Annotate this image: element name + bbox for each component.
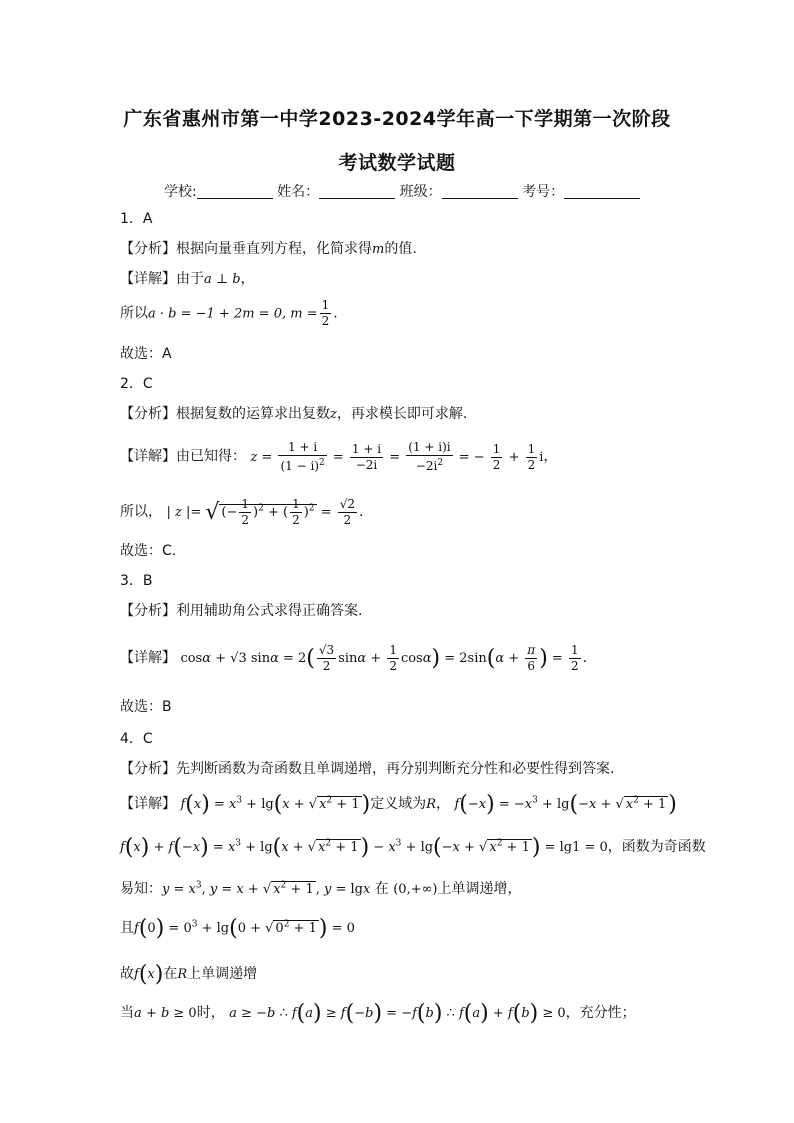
q1-choice: 故选：A	[120, 346, 172, 362]
q3-answer: 3．B	[120, 573, 153, 589]
q3-analysis: 【分析】利用辅助角公式求得正确答案.	[120, 603, 363, 619]
q2-analysis: 【分析】根据复数的运算求出复数z，再求模长即可求解.	[120, 406, 468, 422]
school-blank	[197, 183, 273, 199]
school-label: 学校:	[164, 184, 197, 200]
q2-so: 所以， | z |= √ (− $\frac{1}{2}$ )$^2$ + ( $\frac{1}{2}$ )$^2$ = $\frac{√2}{2}$ .	[120, 497, 364, 527]
q2-choice: 故选：C.	[120, 543, 177, 559]
q1-answer: 1．A	[120, 211, 153, 227]
q4-odd: $f(x) + f(-x) = x^3 + \lg(x$ + √ $x^2 + 1) - x^3 + \lg(-x$ + √ $x^2 + 1) = \lg 1 = 0$，函数为奇函数	[120, 835, 706, 860]
exam-number-label: 考号：	[522, 184, 565, 200]
q4-when: 当a + b ≥ 0时， a ≥ −b ∴ f(a) ≥ f(−b) = −f(b) ∴ f(a) + f(b) ≥ 0，充分性；	[120, 1001, 636, 1026]
q4-so: 故f(x)在R上单调递增	[120, 962, 258, 987]
q4-answer: 4．C	[120, 731, 153, 747]
q1-analysis: 【分析】根据向量垂直列方程，化简求得m的值.	[120, 241, 417, 257]
exam-number-blank	[564, 183, 640, 199]
q1-so: 所以a · b = −1 + 2m = 0, m = $\frac{1}{2}$ .	[120, 298, 338, 328]
q3-choice: 故选：B	[120, 699, 172, 715]
q2-detail: 【详解】由已知得： z = $\frac{1 + i}{(1 - i)^2}$ = $\frac{1 + i}{-2i}$ = $\frac{(1 + i)i}{-2i^2}$ = − $\frac{1}{2}$ + $\frac{1}{2}$ i，	[120, 440, 558, 473]
name-blank	[319, 183, 395, 199]
class-blank	[442, 183, 518, 199]
student-info-row	[164, 181, 640, 201]
q4-and: 且$f(0) = 0^3 + \lg(0$ + √ $0^2 + 1) = 0$	[120, 916, 355, 941]
q4-detail: 【详解】 $f(x) = x^3 + \lg(x$ + √ $x^2 + 1$)定义域为R， $f(-x) = -x^3 + \lg(-x$ + √ $x^2 + 1$)	[120, 792, 677, 817]
q4-analysis: 【分析】先判断函数为奇函数且单调递增，再分别判断充分性和必要性得到答案.	[120, 761, 615, 777]
q2-answer: 2．C	[120, 376, 153, 392]
page-title-line2: 考试数学试题	[338, 152, 456, 174]
q1-detail: 【详解】由于a ⊥ b，	[120, 271, 255, 287]
name-label: 姓名：	[277, 184, 320, 200]
q3-detail: 【详解】 cosα + √3 sinα = 2( $\frac{√3}{2}$ sinα + $\frac{1}{2}$ cosα) = 2sin(α + $\frac{\pi}{6}$ ) = $\frac{1}{2}$ .	[120, 643, 588, 673]
q4-easy: 易知：$y = x^3$, y = x + √ $x^2 + 1$ , y = lgx 在 (0,+∞)上单调递增，	[120, 880, 522, 897]
class-label: 班级：	[399, 184, 442, 200]
page-title-line1: 广东省惠州市第一中学2023-2024学年高一下学期第一次阶段	[123, 108, 671, 130]
